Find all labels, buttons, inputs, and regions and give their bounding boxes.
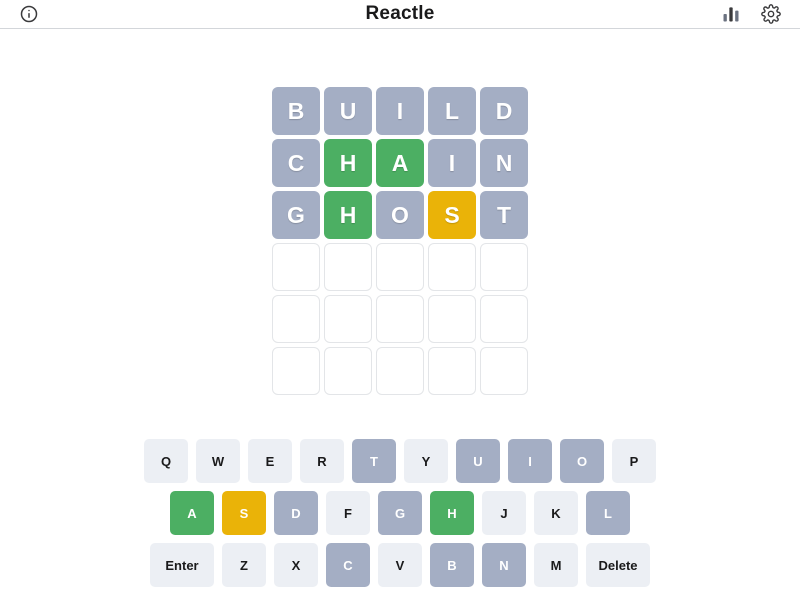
key-i[interactable]: I <box>508 439 552 483</box>
tile: U <box>324 87 372 135</box>
tile: N <box>480 139 528 187</box>
key-d[interactable]: D <box>274 491 318 535</box>
tile: B <box>272 87 320 135</box>
tile: O <box>376 191 424 239</box>
guess-board <box>270 85 530 397</box>
tile: I <box>428 139 476 187</box>
tile <box>324 243 372 291</box>
key-v[interactable]: V <box>378 543 422 587</box>
key-o[interactable]: O <box>560 439 604 483</box>
key-w[interactable]: W <box>196 439 240 483</box>
board-row <box>270 189 530 241</box>
tile: A <box>376 139 424 187</box>
info-circle-icon[interactable] <box>18 3 40 25</box>
tile <box>376 295 424 343</box>
board-area <box>0 29 800 397</box>
key-e[interactable]: E <box>248 439 292 483</box>
key-c[interactable]: C <box>326 543 370 587</box>
board-row <box>270 293 530 345</box>
tile <box>376 347 424 395</box>
tile: G <box>272 191 320 239</box>
tile <box>272 347 320 395</box>
key-p[interactable]: P <box>612 439 656 483</box>
tile: C <box>272 139 320 187</box>
key-j[interactable]: J <box>482 491 526 535</box>
tile: H <box>324 191 372 239</box>
page-title: Reactle <box>365 3 435 24</box>
tile: L <box>428 87 476 135</box>
tile: I <box>376 87 424 135</box>
keyboard-row-3 <box>150 543 650 587</box>
key-u[interactable]: U <box>456 439 500 483</box>
board-row <box>270 241 530 293</box>
key-f[interactable]: F <box>326 491 370 535</box>
key-r[interactable]: R <box>300 439 344 483</box>
key-y[interactable]: Y <box>404 439 448 483</box>
enter-key[interactable]: Enter <box>150 543 214 587</box>
board-row <box>270 85 530 137</box>
tile <box>428 347 476 395</box>
keyboard-row-1 <box>144 439 656 483</box>
key-k[interactable]: K <box>534 491 578 535</box>
tile: H <box>324 139 372 187</box>
tile <box>480 295 528 343</box>
delete-key[interactable]: Delete <box>586 543 650 587</box>
key-h[interactable]: H <box>430 491 474 535</box>
tile <box>480 243 528 291</box>
tile: D <box>480 87 528 135</box>
tile: S <box>428 191 476 239</box>
tile <box>272 295 320 343</box>
app-header <box>0 0 800 29</box>
key-z[interactable]: Z <box>222 543 266 587</box>
tile <box>324 347 372 395</box>
key-a[interactable]: A <box>170 491 214 535</box>
key-s[interactable]: S <box>222 491 266 535</box>
tile: T <box>480 191 528 239</box>
tile <box>480 347 528 395</box>
key-q[interactable]: Q <box>144 439 188 483</box>
board-row <box>270 345 530 397</box>
key-x[interactable]: X <box>274 543 318 587</box>
bar-chart-icon[interactable] <box>720 3 742 25</box>
key-t[interactable]: T <box>352 439 396 483</box>
board-row <box>270 137 530 189</box>
gear-icon[interactable] <box>760 3 782 25</box>
tile <box>428 295 476 343</box>
key-l[interactable]: L <box>586 491 630 535</box>
tile <box>324 295 372 343</box>
on-screen-keyboard <box>0 439 800 587</box>
tile <box>428 243 476 291</box>
header-left-group <box>18 3 40 25</box>
tile <box>272 243 320 291</box>
tile <box>376 243 424 291</box>
header-right-group <box>720 3 782 25</box>
keyboard-row-2 <box>170 491 630 535</box>
key-b[interactable]: B <box>430 543 474 587</box>
key-n[interactable]: N <box>482 543 526 587</box>
key-m[interactable]: M <box>534 543 578 587</box>
key-g[interactable]: G <box>378 491 422 535</box>
